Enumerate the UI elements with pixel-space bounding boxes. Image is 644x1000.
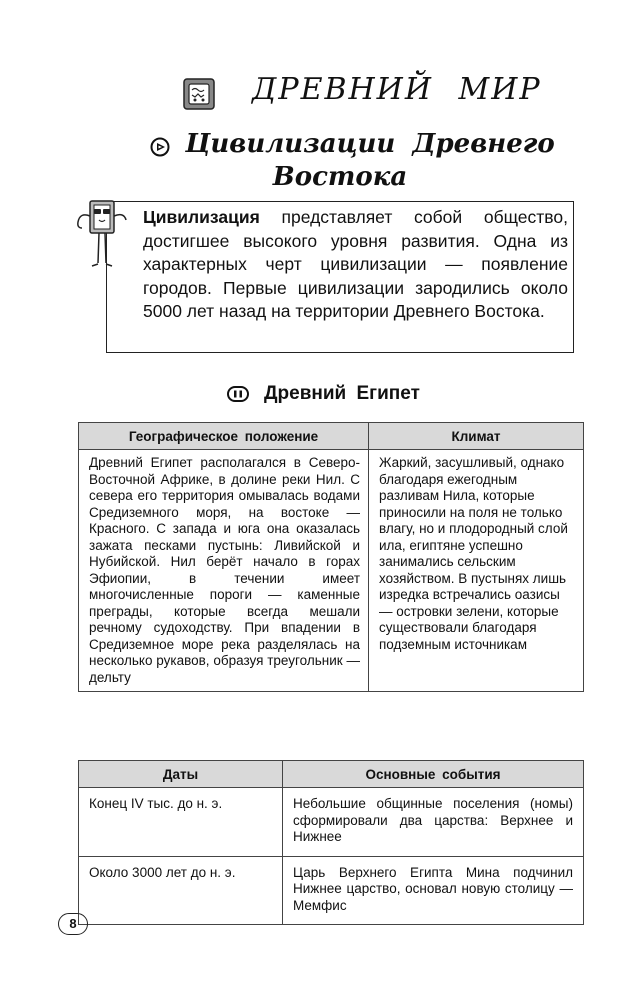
date-cell: Конец IV тыс. до н. э. (79, 788, 283, 857)
pause-badge-icon (227, 386, 249, 402)
papyrus-scroll-icon (183, 78, 215, 110)
definition-text (143, 206, 568, 324)
section-title (120, 128, 560, 194)
table-header-geography: Географическое положение (79, 423, 369, 450)
geography-climate-table (78, 422, 584, 692)
table-header-climate: Климат (369, 423, 584, 450)
table-row (79, 450, 584, 692)
table-row (79, 856, 584, 925)
table-header-events: Основные события (283, 761, 584, 788)
table-header-dates: Даты (79, 761, 283, 788)
event-cell: Царь Верхнего Египта Мина подчинил Нижнее царство, основал новую столицу — Мемфис (283, 856, 584, 925)
definition-body: представляет собой общество, достигшее высокого уровня развития. Одна из характерных черт цивилизации — появление городов. Первые цивилизации зародились около 5000 лет назад на территории Древнего Востока. (143, 207, 568, 321)
date-cell: Около 3000 лет до н. э. (79, 856, 283, 925)
event-cell: Небольшие общинные поселения (номы) сформировали два царства: Верхнее и Нижнее (283, 788, 584, 857)
definition-term: Цивилизация (143, 207, 260, 227)
dates-events-table (78, 760, 584, 925)
page-number: 8 (58, 913, 88, 935)
table-row (79, 788, 584, 857)
climate-cell: Жаркий, засушливый, однако благодаря ежегодным разливам Нила, которые приносили на поля не только влагу, но и плодородный слой ила, египтяне успешно занимались сельским хозяйством. В пустынях лишь изредка встречались оазисы — островки зелени, которые существовали благодаря подземным источникам (369, 450, 584, 692)
subsection-title: Древний Египет (264, 383, 420, 404)
geography-cell: Древний Египет располагался в Северо-Восточной Африке, в долине реки Нил. С севера его территория омывалась водами Средиземного моря, на востоке — Красного. С запада и юга она оказалась зажата песками пустынь: Ливийской и Нубийской. Нил берёт начало в горах Эфиопии, в течении имеет многочисленные пороги — каменные преграды, которые всегда мешали речному судоходству. При впадении в Средиземное море река разделялась на несколько рукавов, образуя треугольник — дельту (79, 450, 369, 692)
section-title-line1: Цивилизации Древнего (185, 129, 555, 159)
section-title-line2: Востока (272, 162, 408, 192)
book-character-icon (70, 196, 132, 274)
chapter-title: ДРЕВНИЙ МИР (252, 72, 542, 107)
